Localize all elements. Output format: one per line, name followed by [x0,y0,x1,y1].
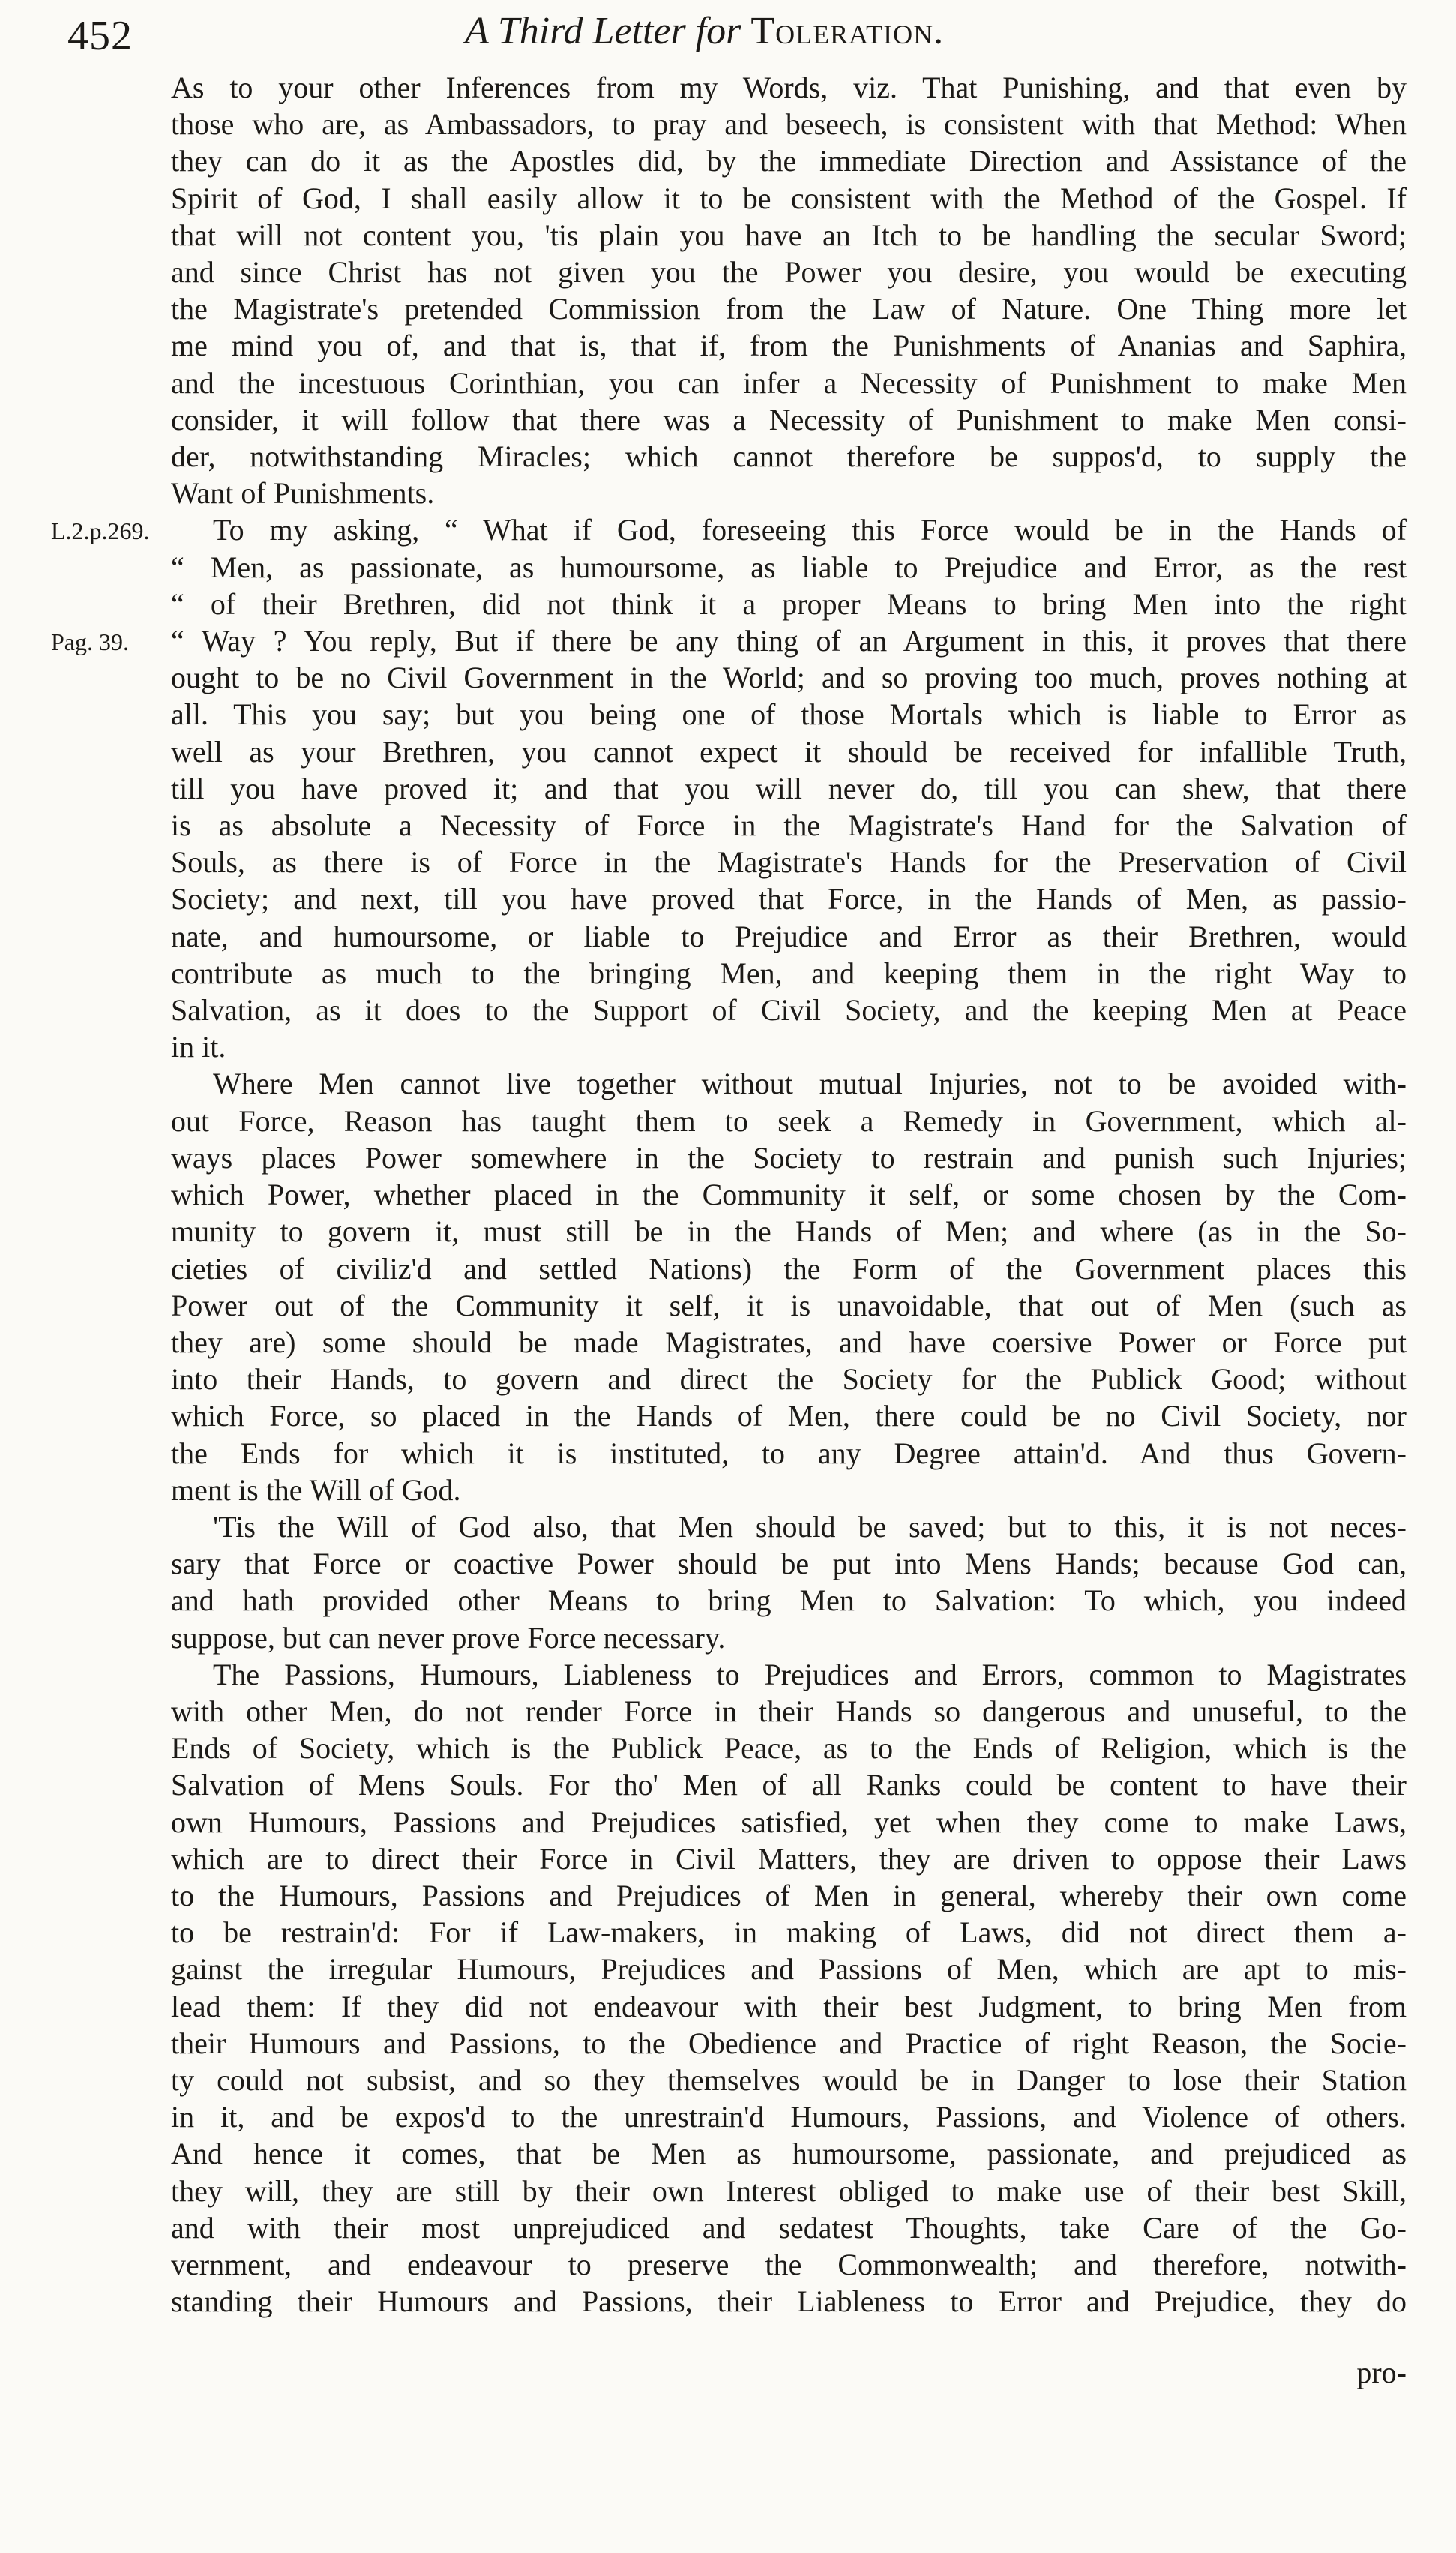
body-text [171,69,1407,2320]
text-line: As to your other Inferences from my Words, viz. That Punishing, and that even by [171,70,1407,104]
text-line: ty could not subsist, and so they themselves would be in Danger to lose their Station [171,2062,1407,2097]
margin-reference-1: L.2.p.269. [51,518,150,544]
text-line: Souls, as there is of Force in the Magistrate's Hands for the Preservation of Civil [171,845,1407,880]
text-line: and the incestuous Corinthian, you can infer a Necessity of Punishment to make Men [171,365,1407,400]
page-number: 452 [67,13,133,59]
paragraph-2 [171,512,1407,1065]
text-line: they can do it as the Apostles did, by the immediate Direction and Assistance of the [171,144,1407,178]
text-line: in it, and be expos'd to the unrestrain'd Humours, Passions, and Violence of others. [171,2100,1407,2134]
text-line: sary that Force or coactive Power should be put into Mens Hands; because God can, [171,1546,1407,1581]
text-line: their Humours and Passions, to the Obedience and Practice of right Reason, the Socie- [171,2026,1407,2060]
text-line: till you have proved it; and that you will never do, till you can shew, that there [171,771,1407,806]
text-line: lead them: If they did not endeavour with their best Judgment, to bring Men from [171,1989,1407,2024]
text-line: out Force, Reason has taught them to seek a Remedy in Government, which al- [171,1103,1407,1138]
text-line: that will not content you, 'tis plain you have an Itch to be handling the secular Sword; [171,218,1407,252]
text-line: with other Men, do not render Force in their Hands so dangerous and unuseful, to the [171,1694,1407,1728]
catchword: pro- [1356,2356,1407,2390]
text-line: consider, it will follow that there was a Necessity of Punishment to make Men consi- [171,402,1407,436]
text-line: ought to be no Civil Government in the World; and so proving too much, proves nothing at [171,661,1407,695]
text-line: cieties of civiliz'd and settled Nations) the Form of the Government places this [171,1251,1407,1286]
text-line: Salvation of Mens Souls. For tho' Men of all Ranks could be content to have their [171,1768,1407,1802]
text-line: vernment, and endeavour to preserve the Commonwealth; and therefore, notwith- [171,2247,1407,2282]
text-line: Society; and next, till you have proved that Force, in the Hands of Men, as passio- [171,882,1407,916]
text-line: the Magistrate's pretended Commission from the Law of Nature. One Thing more let [171,292,1407,326]
text-line: The Passions, Humours, Liableness to Prejudices and Errors, common to Magistrates [213,1657,1407,1691]
paragraph-1 [171,69,1407,512]
text-line: standing their Humours and Passions, their Liableness to Error and Prejudice, they do [171,2284,1407,2319]
text-line: To my asking, “ What if God, foreseeing this Force would be in the Hands of [213,513,1407,548]
paragraph-3 [171,1065,1407,1508]
text-line: which are to direct their Force in Civil Matters, they are driven to oppose their Laws [171,1841,1407,1876]
text-line: to be restrain'd: For if Law-makers, in making of Laws, did not direct them a- [171,1916,1407,1950]
text-line: “ Men, as passionate, as humoursome, as liable to Prejudice and Error, as the rest [171,550,1407,584]
text-line: “ of their Brethren, did not think it a proper Means to bring Men into the right [171,586,1407,621]
paragraph-5 [171,1656,1407,2320]
page-header [0,4,1456,64]
text-line: Spirit of God, I shall easily allow it to be consistent with the Method of the Gospel. If [171,181,1407,215]
text-line: which Force, so placed in the Hands of Men, there could be no Civil Society, nor [171,1399,1407,1433]
text-line: nate, and humoursome, or liable to Prejudice and Error as their Brethren, would [171,919,1407,953]
text-line: in it. [171,1030,226,1064]
text-line: Where Men cannot live together without mutual Injuries, not to be avoided with- [213,1066,1407,1101]
text-line: to the Humours, Passions and Prejudices of Men in general, whereby their own come [171,1878,1407,1912]
text-line: der, notwithstanding Miracles; which cannot therefore be suppos'd, to supply the [171,440,1407,474]
text-line: me mind you of, and that is, that if, from the Punishments of Ananias and Saphira, [171,328,1407,363]
text-line: well as your Brethren, you cannot expect it should be received for infallible Truth, [171,734,1407,769]
running-title [465,9,944,53]
text-line: Power out of the Community it self, it is unavoidable, that out of Men (such as [171,1288,1407,1322]
text-line: “ Way ? You reply, But if there be any thing of an Argument in this, it proves that there [171,624,1407,658]
text-line: gainst the irregular Humours, Prejudices and Passions of Men, which are apt to mis- [171,1952,1407,1987]
text-line: those who are, as Ambassadors, to pray and beseech, is consistent with that Method: When [171,107,1407,142]
text-line: own Humours, Passions and Prejudices satisfied, yet when they come to make Laws, [171,1804,1407,1839]
text-line: and since Christ has not given you the Power you desire, you would be executing [171,255,1407,290]
margin-reference-2: Pag. 39. [51,628,129,656]
text-line: And hence it comes, that be Men as humoursome, passionate, and prejudiced as [171,2137,1407,2171]
text-line: munity to govern it, must still be in the Hands of Men; and where (as in the So- [171,1214,1407,1249]
text-line: ways places Power somewhere in the Society to restrain and punish such Injuries; [171,1140,1407,1174]
text-line: and hath provided other Means to bring Men to Salvation: To which, you indeed [171,1583,1407,1618]
text-line: Ends of Society, which is the Publick Peace, as to the Ends of Religion, which is the [171,1731,1407,1766]
text-line: which Power, whether placed in the Community it self, or some chosen by the Com- [171,1178,1407,1212]
text-line: they will, they are still by their own Interest obliged to make use of their best Skill, [171,2174,1407,2208]
text-line: all. This you say; but you being one of those Mortals which is liable to Error as [171,698,1407,732]
text-line: Want of Punishments. [171,476,435,511]
running-title-italic: A Third Letter for [465,10,741,52]
text-line: suppose, but can never prove Force necessary. [171,1620,726,1654]
text-line: ment is the Will of God. [171,1472,461,1507]
running-title-caps: Toleration. [750,10,945,52]
text-line: into their Hands, to govern and direct the Society for the Publick Good; without [171,1362,1407,1396]
text-line: Salvation, as it does to the Support of Civil Society, and the keeping Men at Peace [171,993,1407,1028]
text-line: contribute as much to the bringing Men, and keeping them in the right Way to [171,956,1407,990]
paragraph-4 [171,1508,1407,1656]
text-line: is as absolute a Necessity of Force in the Magistrate's Hand for the Salvation of [171,808,1407,843]
text-line: they are) some should be made Magistrates, and have coersive Power or Force put [171,1324,1407,1359]
text-line: the Ends for which it is instituted, to any Degree attain'd. And thus Govern- [171,1436,1407,1470]
text-line: 'Tis the Will of God also, that Men should be saved; but to this, it is not neces- [213,1509,1407,1544]
text-line: and with their most unprejudiced and sedatest Thoughts, take Care of the Go- [171,2210,1407,2245]
